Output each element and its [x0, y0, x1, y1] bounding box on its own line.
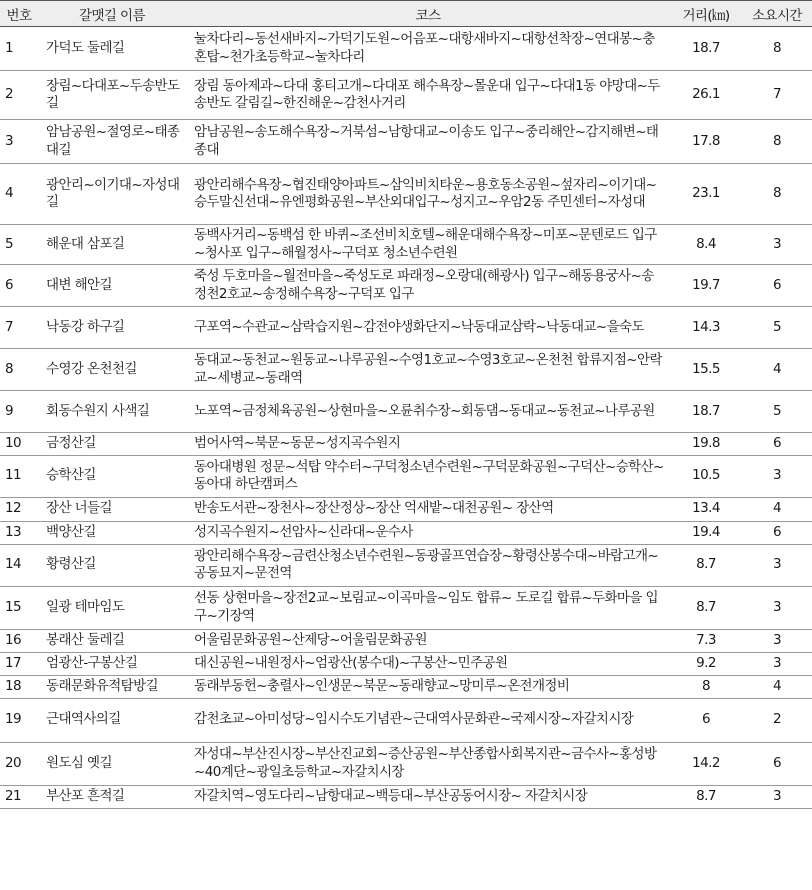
table-row: [0, 164, 812, 225]
table-row: [0, 349, 812, 391]
table-row: [0, 265, 812, 307]
row-distance: 9.2: [670, 652, 742, 675]
row-distance: 17.8: [670, 120, 742, 164]
row-course: 범어사역~북문~동문~성지곡수원지: [186, 433, 670, 456]
row-name: 장림~다대포~두송반도길: [38, 71, 186, 120]
row-course: 성지곡수원지~선암사~신라대~운수사: [186, 521, 670, 544]
table-row: [0, 675, 812, 698]
row-course: 죽성 두호마을~월전마을~죽성도로 파래정~오랑대(해광사) 입구~해동용궁사~송정천2호교~송정해수욕장~구덕포 입구: [186, 265, 670, 307]
row-num: 16: [0, 629, 38, 652]
row-name: 암남공원~절영로~태종대길: [38, 120, 186, 164]
row-time: 5: [742, 307, 812, 349]
row-time: 3: [742, 629, 812, 652]
row-name: 봉래산 둘레길: [38, 629, 186, 652]
row-name: 동래문화유적탐방길: [38, 675, 186, 698]
row-course: 동아대병원 정문~석탑 약수터~구덕청소년수련원~구덕문화공원~구덕산~승학산~동아대 하단캠퍼스: [186, 455, 670, 497]
header-row: [0, 1, 812, 27]
row-num: 7: [0, 307, 38, 349]
row-num: 4: [0, 164, 38, 225]
table-row: [0, 27, 812, 71]
row-num: 5: [0, 225, 38, 265]
row-course: 동래부동헌~충렬사~인생문~북문~동래향교~망미루~온전개정비: [186, 675, 670, 698]
row-num: 19: [0, 698, 38, 742]
row-time: 3: [742, 225, 812, 265]
row-name: 낙동강 하구길: [38, 307, 186, 349]
row-name: 부산포 흔적길: [38, 785, 186, 808]
row-distance: 23.1: [670, 164, 742, 225]
row-time: 6: [742, 521, 812, 544]
row-distance: 7.3: [670, 629, 742, 652]
row-distance: 6: [670, 698, 742, 742]
table-row: [0, 742, 812, 785]
row-distance: 18.7: [670, 391, 742, 433]
row-distance: 8.7: [670, 586, 742, 629]
table-row: [0, 785, 812, 808]
row-name: 회동수원지 사색길: [38, 391, 186, 433]
row-num: 17: [0, 652, 38, 675]
row-distance: 8.7: [670, 785, 742, 808]
row-name: 해운대 삼포길: [38, 225, 186, 265]
row-distance: 15.5: [670, 349, 742, 391]
row-time: 3: [742, 586, 812, 629]
row-time: 3: [742, 785, 812, 808]
row-time: 8: [742, 27, 812, 71]
table-row: [0, 433, 812, 456]
row-num: 21: [0, 785, 38, 808]
row-num: 1: [0, 27, 38, 71]
row-num: 11: [0, 455, 38, 497]
row-num: 8: [0, 349, 38, 391]
row-course: 반송도서관~장천사~장산정상~장산 억새밭~대천공원~ 장산역: [186, 497, 670, 521]
row-course: 암남공원~송도해수욕장~거북섬~남항대교~이송도 입구~중리해안~감지해변~태종대: [186, 120, 670, 164]
table-row: [0, 225, 812, 265]
row-course: 눌차다리~동선새바지~가덕기도원~어음포~대항새바지~대항선착장~연대봉~충혼탑~천가초등학교~눌차다리: [186, 27, 670, 71]
row-num: 13: [0, 521, 38, 544]
row-distance: 14.3: [670, 307, 742, 349]
row-num: 9: [0, 391, 38, 433]
table-row: [0, 391, 812, 433]
table-row: [0, 71, 812, 120]
row-name: 장산 너들길: [38, 497, 186, 521]
row-distance: 8.4: [670, 225, 742, 265]
header-num: 번호: [0, 1, 38, 27]
row-time: 2: [742, 698, 812, 742]
row-num: 3: [0, 120, 38, 164]
header-course: 코스: [186, 1, 670, 27]
table-row: [0, 652, 812, 675]
row-num: 18: [0, 675, 38, 698]
row-num: 2: [0, 71, 38, 120]
row-course: 동대교~동천교~원동교~나루공원~수영1호교~수영3호교~온천천 합류지점~안락교~세병교~동래역: [186, 349, 670, 391]
row-time: 4: [742, 349, 812, 391]
table-row: [0, 497, 812, 521]
row-course: 노포역~금정체육공원~상현마을~오륜취수장~회동댐~동대교~동천교~나루공원: [186, 391, 670, 433]
row-time: 8: [742, 164, 812, 225]
row-name: 금정산길: [38, 433, 186, 456]
row-distance: 19.7: [670, 265, 742, 307]
row-num: 20: [0, 742, 38, 785]
row-time: 6: [742, 742, 812, 785]
table-row: [0, 455, 812, 497]
table-row: [0, 544, 812, 586]
row-course: 선동 상현마을~장전2교~보림교~이곡마을~임도 합류~ 도로길 합류~두화마을 입구~기장역: [186, 586, 670, 629]
row-name: 엄광산-구봉산길: [38, 652, 186, 675]
table-row: [0, 586, 812, 629]
row-distance: 10.5: [670, 455, 742, 497]
row-time: 4: [742, 675, 812, 698]
row-name: 근대역사의길: [38, 698, 186, 742]
row-course: 구포역~수관교~삼락습지원~감전야생화단지~낙동대교삼락~낙동대교~을숙도: [186, 307, 670, 349]
row-distance: 19.4: [670, 521, 742, 544]
table-row: [0, 698, 812, 742]
row-name: 황령산길: [38, 544, 186, 586]
row-name: 가덕도 둘레길: [38, 27, 186, 71]
row-time: 6: [742, 265, 812, 307]
row-time: 8: [742, 120, 812, 164]
row-time: 4: [742, 497, 812, 521]
row-course: 어울림문화공원~산제당~어울림문화공원: [186, 629, 670, 652]
row-name: 수영강 온천천길: [38, 349, 186, 391]
row-course: 자성대~부산진시장~부산진교회~증산공원~부산종합사회복지관~금수사~홍성방~40계단~광일초등학교~자갈치시장: [186, 742, 670, 785]
row-time: 7: [742, 71, 812, 120]
row-course: 광안리해수욕장~협진태양아파트~삼익비치타운~용호동소공원~섶자리~이기대~승두말신선대~유엔평화공원~부산외대입구~성지고~우암2동 주민센터~자성대: [186, 164, 670, 225]
row-time: 3: [742, 455, 812, 497]
row-name: 광안리~이기대~자성대길: [38, 164, 186, 225]
table-row: [0, 307, 812, 349]
row-name: 승학산길: [38, 455, 186, 497]
row-distance: 13.4: [670, 497, 742, 521]
row-time: 6: [742, 433, 812, 456]
row-time: 5: [742, 391, 812, 433]
row-distance: 18.7: [670, 27, 742, 71]
header-time: 소요시간: [742, 1, 812, 27]
row-num: 10: [0, 433, 38, 456]
row-distance: 26.1: [670, 71, 742, 120]
table-row: [0, 629, 812, 652]
table-row: [0, 521, 812, 544]
row-course: 감천초교~아미성당~임시수도기념관~근대역사문화관~국제시장~자갈치시장: [186, 698, 670, 742]
row-distance: 14.2: [670, 742, 742, 785]
row-course: 장림 동아제과~다대 홍티고개~다대포 해수욕장~몰운대 입구~다대1동 야망대~두송반도 갈림길~한진해운~감천사거리: [186, 71, 670, 120]
row-distance: 8: [670, 675, 742, 698]
row-course: 동백사거리~동백섬 한 바퀴~조선비치호텔~해운대해수욕장~미포~문텐로드 입구~청사포 입구~해월정사~구덕포 청소년수련원: [186, 225, 670, 265]
row-course: 자갈치역~영도다리~남항대교~백등대~부산공동어시장~ 자갈치시장: [186, 785, 670, 808]
row-time: 3: [742, 652, 812, 675]
row-course: 대신공원~내원정사~엄광산(봉수대)~구봉산~민주공원: [186, 652, 670, 675]
row-name: 일광 테마임도: [38, 586, 186, 629]
row-name: 백양산길: [38, 521, 186, 544]
table-row: [0, 120, 812, 164]
header-distance: 거리(㎞): [670, 1, 742, 27]
row-course: 광안리해수욕장~금련산청소년수련원~동광골프연습장~황령산봉수대~바람고개~공동묘지~문전역: [186, 544, 670, 586]
row-num: 15: [0, 586, 38, 629]
row-time: 3: [742, 544, 812, 586]
row-name: 원도심 옛길: [38, 742, 186, 785]
row-distance: 19.8: [670, 433, 742, 456]
row-num: 6: [0, 265, 38, 307]
header-name: 갈맷길 이름: [38, 1, 186, 27]
row-num: 12: [0, 497, 38, 521]
row-name: 대변 해안길: [38, 265, 186, 307]
row-distance: 8.7: [670, 544, 742, 586]
row-num: 14: [0, 544, 38, 586]
